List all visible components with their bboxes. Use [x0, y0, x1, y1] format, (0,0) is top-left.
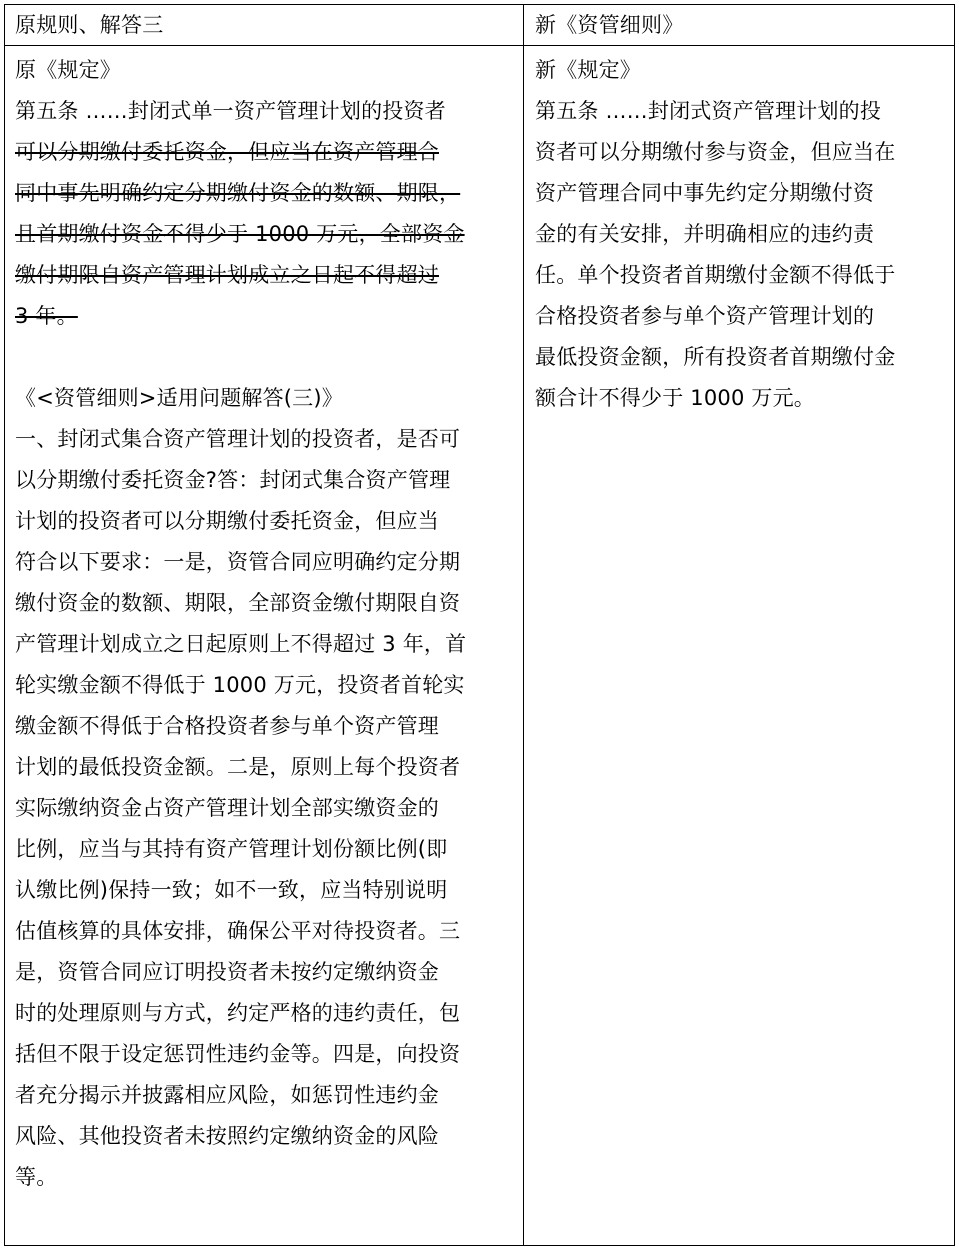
left-article-line: 同中事先明确约定分期缴付资金的数额、期限， — [15, 181, 461, 205]
right-line: 资者可以分期缴付参与资金，但应当在 — [535, 140, 896, 164]
right-line: 额合计不得少于 1000 万元。 — [535, 386, 815, 410]
left-qa-line: 符合以下要求：一是，资管合同应明确约定分期 — [15, 550, 461, 574]
header-right: 新《资管细则》 — [535, 13, 684, 37]
left-qa-line: 认缴比例)保持一致；如不一致，应当特别说明 — [15, 878, 448, 902]
left-qa-title: 《<资管细则>适用问题解答(三)》 — [15, 386, 343, 410]
spacer — [15, 337, 513, 378]
left-qa-line: 以分期缴付委托资金?答：封闭式集合资产管理 — [15, 468, 451, 492]
right-line: 金的有关安排，并明确相应的违约责 — [535, 222, 875, 246]
left-qa-line: 估值核算的具体安排，确保公平对待投资者。三 — [15, 919, 461, 943]
column-divider — [523, 5, 524, 1245]
left-qa-line: 轮实缴金额不得低于 1000 万元，投资者首轮实 — [15, 673, 465, 697]
left-qa-line: 时的处理原则与方式，约定严格的违约责任，包 — [15, 1001, 461, 1025]
left-article-line: 第五条 ……封闭式单一资产管理计划的投资者 — [15, 99, 446, 123]
header-left: 原规则、解答三 — [15, 13, 164, 37]
left-qa-line: 比例，应当与其持有资产管理计划份额比例(即 — [15, 837, 448, 861]
left-qa-line: 者充分揭示并披露相应风险，如惩罚性违约金 — [15, 1083, 439, 1107]
comparison-table — [4, 4, 955, 1246]
left-qa-line: 括但不限于设定惩罚性违约金等。四是，向投资 — [15, 1042, 461, 1066]
left-qa-line: 风险、其他投资者未按照约定缴纳资金的风险 — [15, 1124, 439, 1148]
left-qa-line: 计划的投资者可以分期缴付委托资金，但应当 — [15, 509, 439, 533]
left-article-line: 且首期缴付资金不得少于 1000 万元，全部资金 — [15, 222, 465, 246]
left-qa-line: 产管理计划成立之日起原则上不得超过 3 年，首 — [15, 632, 467, 656]
left-title: 原《规定》 — [15, 58, 121, 82]
left-qa-line: 缴付资金的数额、期限，全部资金缴付期限自资 — [15, 591, 461, 615]
right-column — [535, 50, 945, 419]
left-article-line: 缴付期限自资产管理计划成立之日起不得超过 — [15, 263, 439, 287]
right-title: 新《规定》 — [535, 58, 641, 82]
right-line: 合格投资者参与单个资产管理计划的 — [535, 304, 875, 328]
right-line: 最低投资金额，所有投资者首期缴付金 — [535, 345, 896, 369]
left-qa-line: 缴金额不得低于合格投资者参与单个资产管理 — [15, 714, 439, 738]
right-line: 第五条 ……封闭式资产管理计划的投 — [535, 99, 882, 123]
left-column — [15, 50, 513, 1198]
left-article-line: 可以分期缴付委托资金，但应当在资产管理合 — [15, 140, 439, 164]
left-qa-line: 一、封闭式集合资产管理计划的投资者，是否可 — [15, 427, 461, 451]
left-qa-line: 是，资管合同应订明投资者未按约定缴纳资金 — [15, 960, 439, 984]
left-qa-line: 实际缴纳资金占资产管理计划全部实缴资金的 — [15, 796, 439, 820]
left-qa-line: 等。 — [15, 1165, 58, 1189]
right-line: 任。单个投资者首期缴付金额不得低于 — [535, 263, 896, 287]
left-qa-line: 计划的最低投资金额。二是，原则上每个投资者 — [15, 755, 461, 779]
left-article-line: 3 年。 — [15, 304, 78, 328]
right-line: 资产管理合同中事先约定分期缴付资 — [535, 181, 875, 205]
